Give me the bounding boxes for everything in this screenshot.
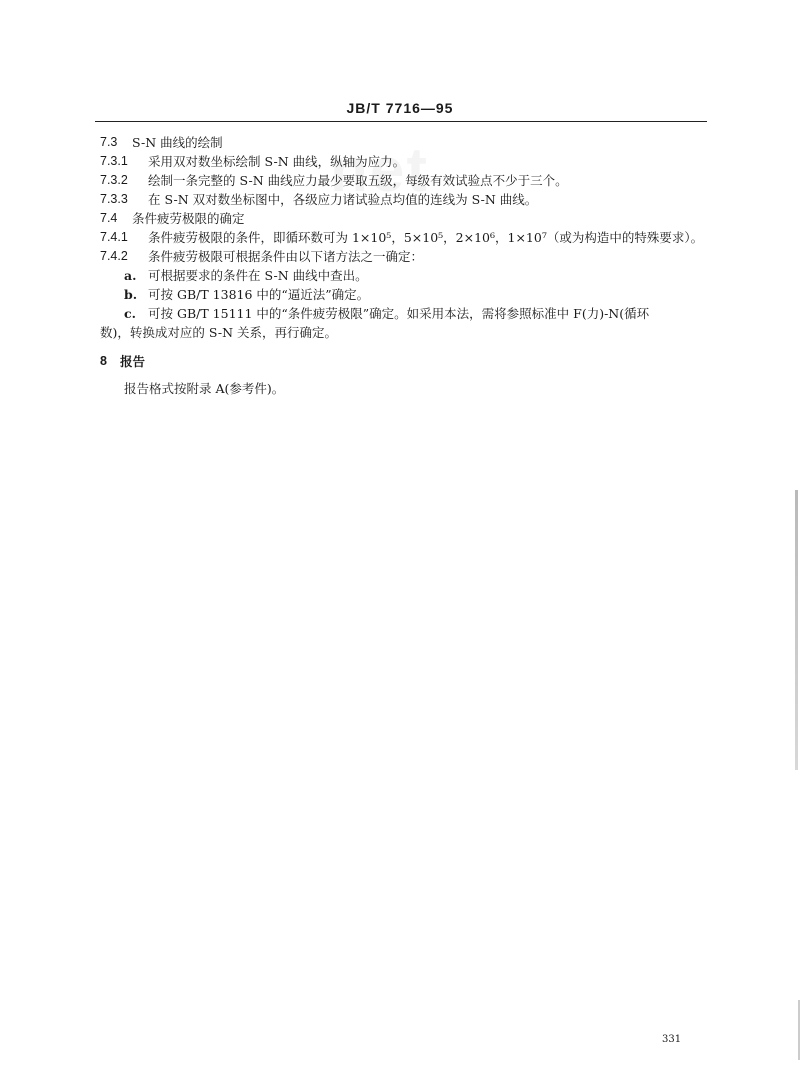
section-number: 7.4.2	[100, 249, 128, 263]
section-text: 条件疲劳极限可根据条件由以下诸方法之一确定：	[148, 249, 424, 264]
section-text: 在 S-N 双对数坐标图中，各级应力诸试验点均值的连线为 S-N 曲线。	[148, 192, 538, 207]
report-paragraph	[100, 379, 710, 398]
section-title: 条件疲劳极限的确定	[132, 211, 245, 226]
section-text: 采用双对数坐标绘制 S-N 曲线，纵轴为应力。	[148, 154, 406, 169]
section-text: 绘制一条完整的 S-N 曲线应力最少要取五级，每级有效试验点不少于三个。	[148, 173, 568, 188]
section-7-4-1	[100, 228, 710, 247]
section-number: 7.4	[100, 211, 118, 225]
section-7-3-2	[100, 171, 710, 190]
list-item-c-continuation	[100, 323, 710, 342]
section-number: 7.3	[100, 135, 118, 149]
page-number: 331	[662, 1034, 682, 1045]
item-letter: b.	[124, 287, 138, 302]
list-item-c	[100, 304, 710, 323]
section-title: 报告	[120, 354, 146, 369]
scan-edge-mark	[795, 490, 798, 770]
section-7-3-1	[100, 152, 710, 171]
list-item-b	[100, 285, 710, 304]
section-number: 7.3.2	[100, 173, 128, 187]
item-letter: a.	[124, 268, 137, 283]
section-number: 7.3.3	[100, 192, 128, 206]
item-text: 可按 GB/T 15111 中的“条件疲劳极限”确定。如采用本法，需将参照标准中 F(力)-N(循环	[148, 306, 650, 321]
body-content	[100, 133, 710, 398]
section-7-4-2	[100, 247, 710, 266]
section-8	[100, 352, 710, 371]
section-7-3	[100, 133, 710, 152]
section-7-3-3	[100, 190, 710, 209]
item-letter: c.	[124, 306, 136, 321]
report-text: 报告格式按附录 A(参考件)。	[124, 381, 285, 396]
list-item-a	[100, 266, 710, 285]
item-text: 可根据要求的条件在 S-N 曲线中查出。	[148, 268, 368, 283]
section-number: 7.4.1	[100, 230, 128, 244]
item-text-continued: 数)，转换成对应的 S-N 关系，再行确定。	[100, 325, 338, 340]
standard-code-header: JB/T 7716—95	[346, 100, 454, 116]
section-7-4	[100, 209, 710, 228]
item-text: 可按 GB/T 13816 中的“逼近法”确定。	[148, 287, 370, 302]
section-number: 7.3.1	[100, 154, 128, 168]
section-title: S-N 曲线的绘制	[132, 135, 223, 150]
header-rule	[95, 121, 707, 122]
section-text: 条件疲劳极限的条件，即循环数可为 1×10⁵，5×10⁵，2×10⁶，1×10⁷（或为构造中的特殊要求）。	[148, 230, 704, 245]
section-number: 8	[100, 354, 107, 368]
